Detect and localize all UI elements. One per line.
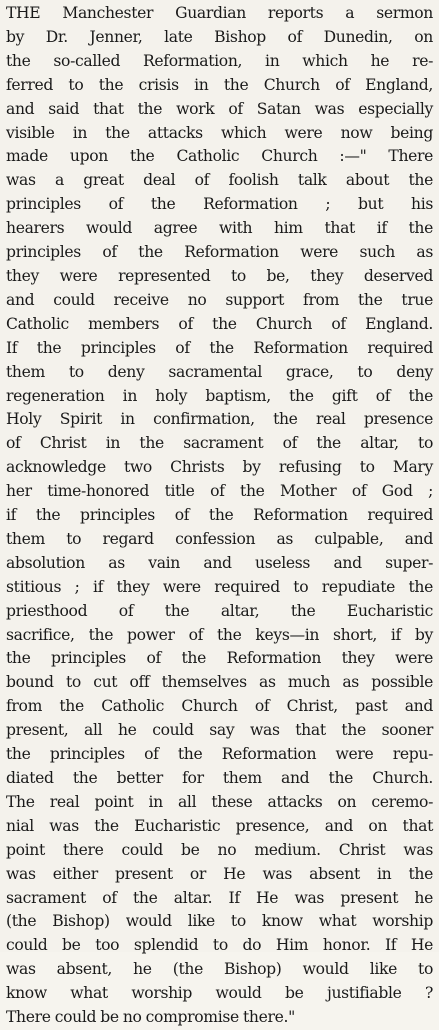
article-line: Catholic members of the Church of England. [6,314,433,333]
article-line: them to deny sacramental grace, to deny [6,362,433,381]
article-line: her time-honored title of the Mother of God ; [6,482,433,501]
article-line: principles of the Reformation were such as [6,243,433,262]
article-line: the principles of the Reformation were repu- [6,745,433,764]
article-line-last: There could be no compromise there." [6,1008,295,1027]
article-line: ferred to the crisis in the Church of England, [6,75,433,94]
article-line: principles of the Reformation ; but his [6,195,433,214]
article-line: could be too splendid to do Him honor. If He [6,936,433,955]
article-line: from the Catholic Church of Christ, past and [6,697,433,716]
article-line: the principles of the Reformation they were [6,649,433,668]
article-line: they were represented to be, they deserved [6,266,433,285]
article-line: THE Manchester Guardian reports a sermon [6,4,433,22]
article-line: was absent, he (the Bishop) would like to [6,960,433,979]
article-line: hearers would agree with him that if the [6,219,433,238]
article-line: and could receive no support from the true [6,290,433,309]
article-line: regeneration in holy baptism, the gift of the [6,386,433,405]
article-line: present, all he could say was that the sooner [6,721,433,740]
article-line: if the principles of the Reformation required [6,506,433,525]
article-line: was a great deal of foolish talk about the [6,171,433,190]
article-line: was either present or He was absent in the [6,864,433,883]
article-line: priesthood of the altar, the Eucharistic [6,601,433,620]
article-line: the so-called Reformation, in which he re- [6,51,433,70]
article-line: acknowledge two Christs by refusing to Mary [6,458,433,477]
article-line: nial was the Eucharistic presence, and on that [6,816,433,835]
article-line: Holy Spirit in confirmation, the real presence [6,410,433,429]
article-body [6,2,433,1030]
article-line: made upon the Catholic Church :—" There [6,147,433,166]
article-line: point there could be no medium. Christ was [6,840,433,859]
article-line: of Christ in the sacrament of the altar, to [6,434,433,453]
article-line: The real point in all these attacks on ceremo- [6,792,433,811]
article-line: sacrament of the altar. If He was present he [6,888,433,907]
article-line: sacrifice, the power of the keys—in short, if by [6,625,433,644]
article-line: know what worship would be justifiable ? [6,984,433,1003]
article-line: If the principles of the Reformation required [6,338,433,357]
article-line: (the Bishop) would like to know what worship [6,912,433,931]
article-line: them to regard confession as culpable, and [6,529,433,548]
article-line: bound to cut off themselves as much as possible [6,673,433,692]
article-line: stitious ; if they were required to repudiate the [6,577,433,596]
article-line: absolution as vain and useless and super- [6,553,433,572]
article-line: visible in the attacks which were now being [6,123,433,142]
article-line: and said that the work of Satan was especially [6,99,433,118]
article-line: diated the better for them and the Church. [6,769,433,787]
article-line: by Dr. Jenner, late Bishop of Dunedin, on [6,27,433,46]
